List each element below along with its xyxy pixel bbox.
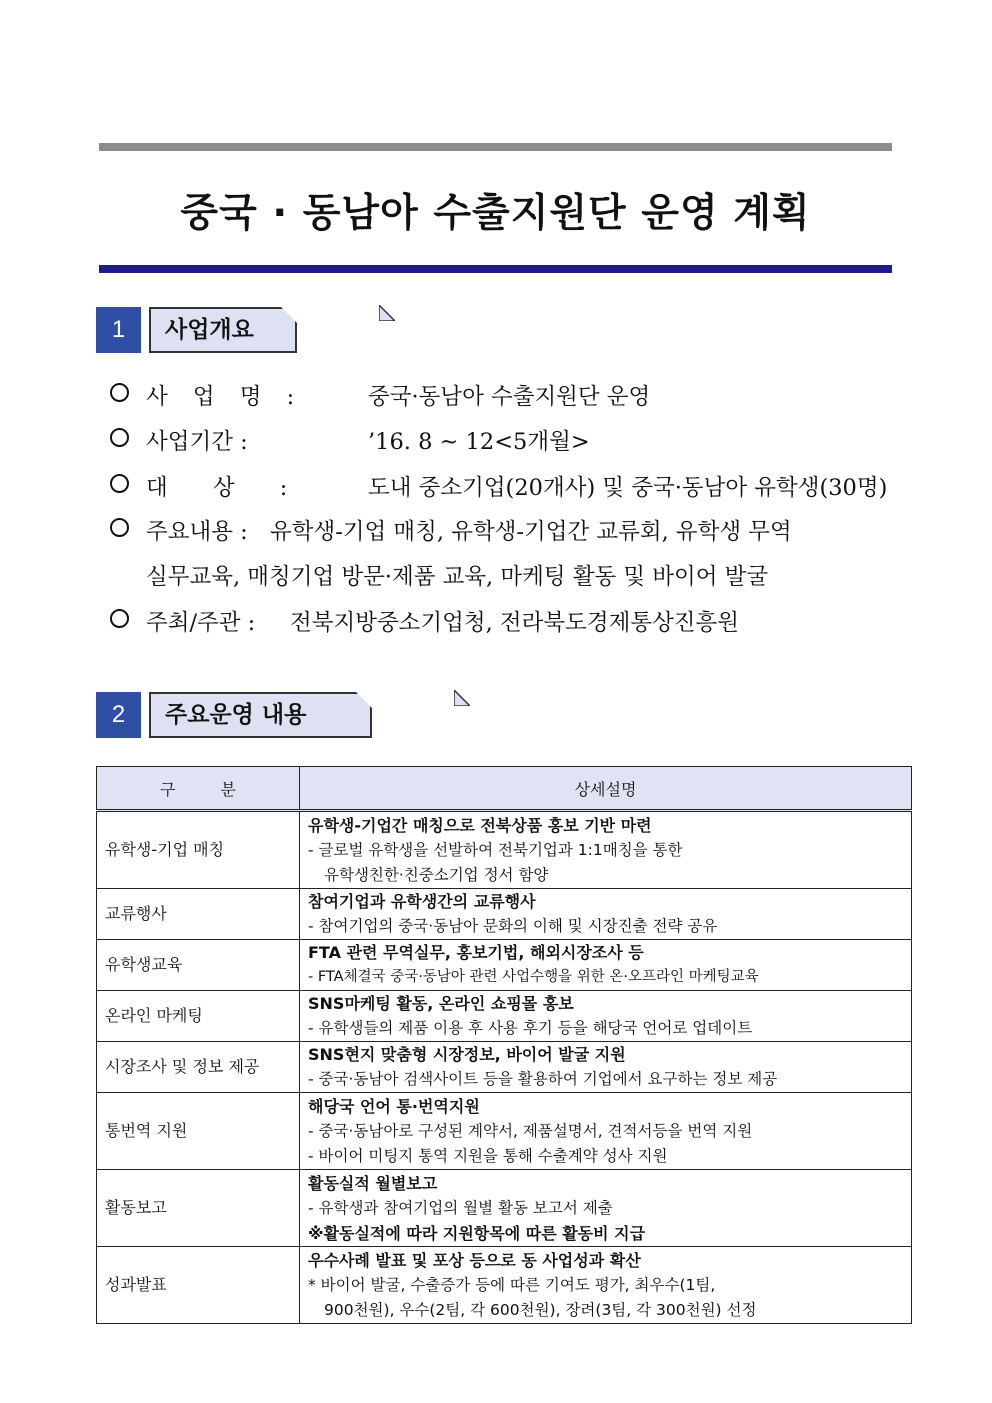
row-detail: 우수사례 발표 및 포상 등으로 동 사업성과 확산 * 바이어 발굴, 수출증가 등에 따른 기여도 평가, 최우수(1팀, 900천원), 우수(2팀, 각 600천원), 장려(3팀, 각 300천원) 선정	[300, 1247, 912, 1324]
table-row	[97, 1247, 912, 1324]
table-row	[97, 889, 912, 940]
row-category: 유학생-기업 매칭	[97, 811, 300, 889]
section-number: 1	[96, 307, 141, 353]
row-category: 통번역 지원	[97, 1093, 300, 1170]
table-row	[97, 991, 912, 1042]
row-detail: SNS마케팅 활동, 온라인 쇼핑몰 홍보 - 유학생들의 제품 이용 후 사용 후기 등을 해당국 언어로 업데이트	[300, 991, 912, 1042]
overview-item-continuation: 실무교육, 매칭기업 방문·제품 교육, 마케팅 활동 및 바이어 발굴	[146, 564, 769, 590]
row-category: 온라인 마케팅	[97, 991, 300, 1042]
folded-corner-icon	[379, 305, 395, 321]
title-blue-rule	[99, 265, 892, 273]
row-category: 활동보고	[97, 1170, 300, 1247]
circle-bullet-icon	[110, 383, 129, 402]
top-gray-rule	[99, 143, 892, 151]
table-row	[97, 1042, 912, 1093]
table-row	[97, 940, 912, 991]
table-row	[97, 1170, 912, 1247]
section-heading: 사업개요	[149, 307, 297, 353]
circle-bullet-icon	[110, 474, 129, 493]
row-detail: 참여기업과 유학생간의 교류행사 - 참여기업의 중국·동남아 문화의 이해 및 시장진출 전략 공유	[300, 889, 912, 940]
row-detail: SNS현지 맞춤형 시장정보, 바이어 발굴 지원 - 중국·동남아 검색사이트 등을 활용하여 기업에서 요구하는 정보 제공	[300, 1042, 912, 1093]
folded-corner-icon	[454, 690, 470, 706]
row-detail: 해당국 언어 통·번역지원 - 중국·동남아로 구성된 계약서, 제품설명서, 견적서등을 번역 지원 - 바이어 미팅지 통역 지원을 통해 수출계약 성사 지원	[300, 1093, 912, 1170]
circle-bullet-icon	[110, 609, 129, 628]
column-header: 구 분	[97, 767, 300, 811]
row-detail: 활동실적 월별보고 - 유학생과 참여기업의 월별 활동 보고서 제출 ※활동실적에 따라 지원항목에 따른 활동비 지급	[300, 1170, 912, 1247]
row-category: 시장조사 및 정보 제공	[97, 1042, 300, 1093]
table-header-row	[97, 767, 912, 811]
row-category: 성과발표	[97, 1247, 300, 1324]
row-detail: 유학생-기업간 매칭으로 전북상품 홍보 기반 마련 - 글로벌 유학생을 선발하여 전북기업과 1:1매칭을 통한 유학생친한·친중소기업 정서 함양	[300, 811, 912, 889]
operation-details-table	[96, 766, 912, 1324]
row-category: 유학생교육	[97, 940, 300, 991]
document-title: 중국 · 동남아 수출지원단 운영 계획	[180, 191, 811, 236]
row-category: 교류행사	[97, 889, 300, 940]
table-row	[97, 1093, 912, 1170]
column-header: 상세설명	[300, 767, 912, 811]
table-row	[97, 811, 912, 889]
section-heading: 주요운영 내용	[149, 692, 372, 738]
row-detail: FTA 관련 무역실무, 홍보기법, 해외시장조사 등 - FTA체결국 중국·동남아 관련 사업수행을 위한 온·오프라인 마케팅교육	[300, 940, 912, 991]
section-number: 2	[96, 692, 141, 738]
circle-bullet-icon	[110, 518, 129, 537]
circle-bullet-icon	[110, 428, 129, 447]
